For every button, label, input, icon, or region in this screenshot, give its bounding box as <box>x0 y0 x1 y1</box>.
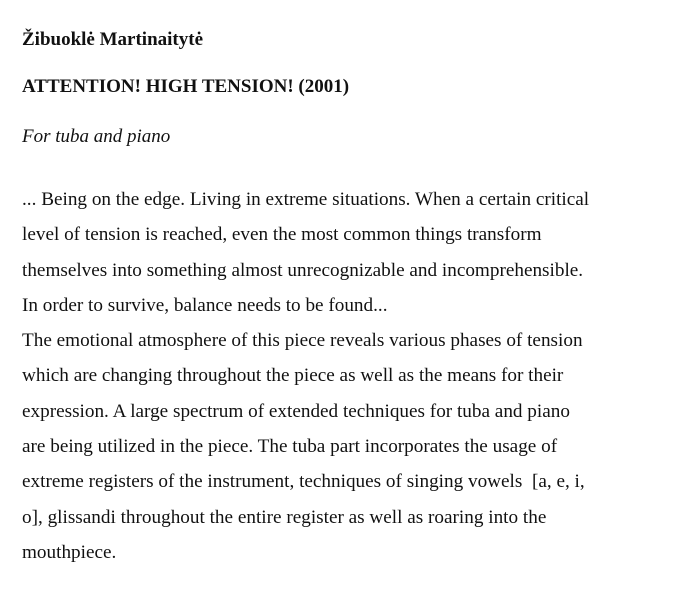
composer-name: Žibuoklė Martinaitytė <box>22 29 204 50</box>
program-note-line: are being utilized in the piece. The tuba part incorporates the usage of <box>22 436 558 458</box>
piece-title: ATTENTION! HIGH TENSION! (2001) <box>22 76 350 97</box>
program-note-line: expression. A large spectrum of extended techniques for tuba and piano <box>22 400 570 422</box>
instrumentation: For tuba and piano <box>22 126 171 147</box>
program-note-line: extreme registers of the instrument, techniques of singing vowels [a, e, i, <box>22 471 585 493</box>
program-note-line: themselves into something almost unrecognizable and incomprehensible. <box>22 259 584 281</box>
program-note-line: mouthpiece. <box>22 541 117 563</box>
program-note-line: o], glissandi throughout the entire register as well as roaring into the <box>22 506 547 528</box>
program-note-line: The emotional atmosphere of this piece reveals various phases of tension <box>22 330 583 352</box>
program-note-line: which are changing throughout the piece as well as the means for their <box>22 365 564 387</box>
program-note <box>22 182 662 570</box>
program-note-line: ... Being on the edge. Living in extreme situations. When a certain critical <box>22 189 590 210</box>
program-note-line: In order to survive, balance needs to be found... <box>22 294 388 316</box>
program-note-line: level of tension is reached, even the most common things transform <box>22 224 542 246</box>
